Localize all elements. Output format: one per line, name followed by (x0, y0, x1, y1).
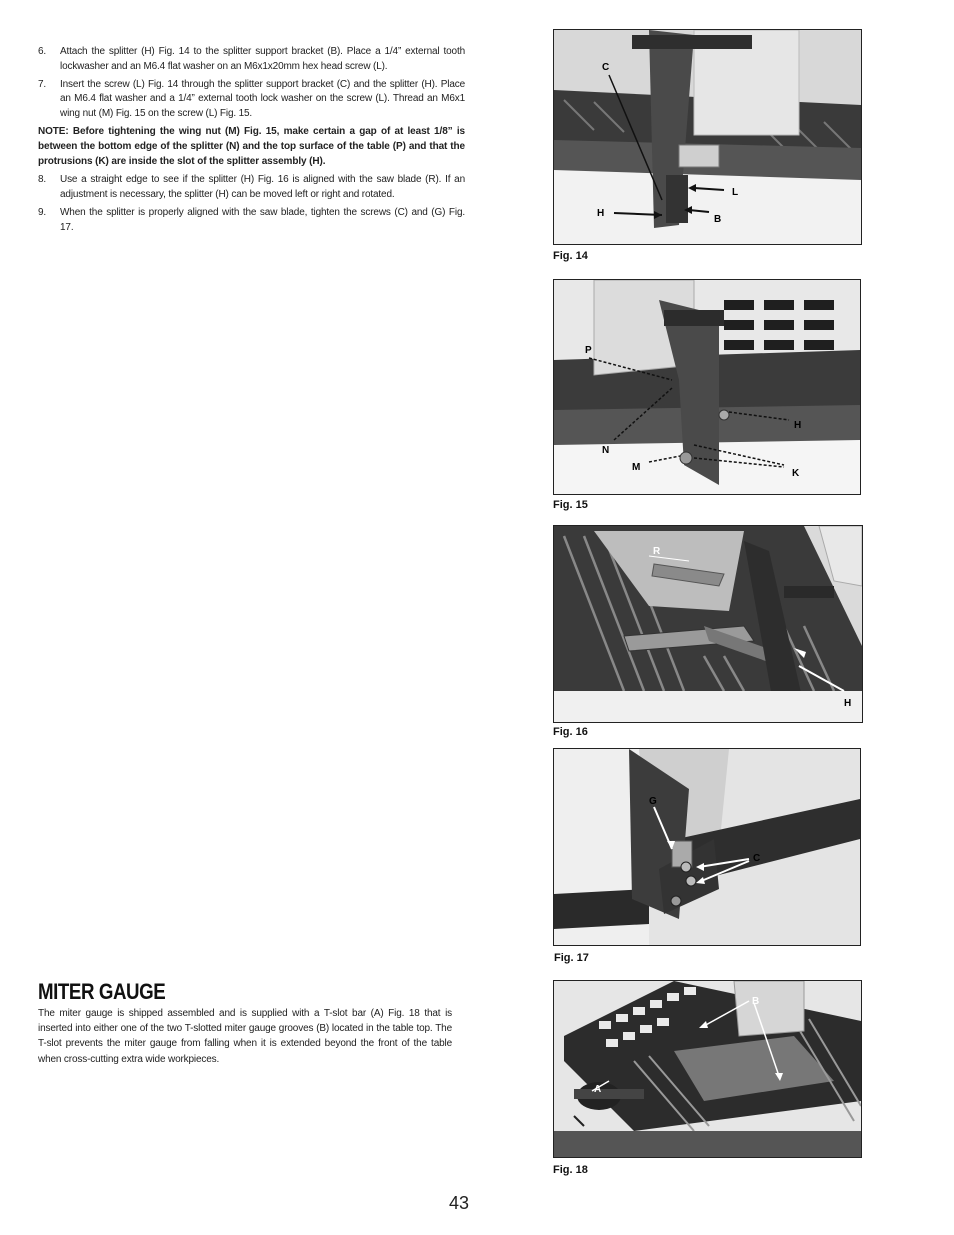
splitter-gap-illustration (554, 280, 860, 494)
label-b: B (714, 214, 722, 225)
tighten-screws-illustration (554, 749, 860, 945)
figure-14-photo (553, 29, 862, 245)
blade-alignment-illustration (554, 526, 862, 722)
label-c: C (602, 62, 610, 73)
miter-gauge-heading: MITER GAUGE (38, 979, 166, 1004)
label-c: C (753, 853, 761, 864)
label-h: H (597, 208, 605, 219)
label-p: P (585, 345, 592, 356)
step-text: Use a straight edge to see if the splitter (H) Fig. 16 is aligned with the saw blade (R). If an adjustment is necessary, the splitter (H) can be moved left or right and rotated. (60, 174, 465, 201)
label-h: H (844, 698, 852, 709)
figure-16-photo (553, 525, 863, 723)
miter-gauge-paragraph: The miter gauge is shipped assembled and is supplied with a T-slot bar (A) Fig. 18 that is inserted into either one of the two T-slotted miter gauge grooves (B) located in the table top. The T-slot prevents the miter gauge from falling when it is extended beyond the front of the table when cross-cutting extra wide workpieces. (38, 1008, 452, 1065)
step-text: Insert the screw (L) Fig. 14 through the splitter support bracket (C) and the splitter (H). Place an M6.4 flat washer and a 1/4” external tooth lock washer on the screw (L). Thread an M6x1 wing nut (M) Fig. 15 on the screw (L) Fig. 15. (60, 78, 465, 120)
label-r: R (653, 546, 661, 557)
splitter-bracket-illustration (554, 30, 861, 244)
step-number: 7. (38, 78, 47, 90)
figure-18-caption: Fig. 18 (553, 1164, 588, 1176)
figure-16-caption: Fig. 16 (553, 726, 588, 738)
label-g: G (649, 796, 657, 807)
label-k: K (792, 468, 800, 479)
wing-nut-note: NOTE: Before tightening the wing nut (M) Fig. 15, make certain a gap of at least 1/8” is between the bottom edge of the splitter (N) and the top surface of the table (P) and that the protrusions (K) are inside the slot of the splitter assembly (H). (38, 125, 465, 167)
label-l: L (732, 187, 739, 198)
label-a: A (594, 1084, 602, 1095)
label-b: B (752, 996, 760, 1007)
step-6 (38, 45, 465, 75)
figure-18-photo (553, 980, 862, 1158)
step-number: 6. (38, 46, 47, 57)
label-m: M (632, 462, 641, 473)
miter-gauge-illustration (554, 981, 861, 1157)
step-text: Attach the splitter (H) Fig. 14 to the splitter support bracket (B). Place a 1/4” external tooth lockwasher and an M6.4 flat washer on an M6x1x20mm hex head screw (L). (60, 46, 465, 72)
label-n: N (602, 445, 610, 456)
figure-14-caption: Fig. 14 (553, 250, 588, 262)
page-number: 43 (449, 1193, 470, 1213)
figure-17-photo (553, 748, 861, 946)
step-text: When the splitter is properly aligned with the saw blade, tighten the screws (C) and (G) Fig. 17. (60, 206, 465, 233)
figure-15-caption: Fig. 15 (553, 499, 588, 511)
instructions-column (38, 45, 465, 239)
step-7 (38, 78, 465, 122)
step-number: 9. (38, 206, 47, 218)
step-9 (38, 206, 465, 236)
figure-15-photo (553, 279, 861, 495)
figure-17-caption: Fig. 17 (554, 952, 589, 964)
step-number: 8. (38, 174, 47, 186)
step-8 (38, 173, 465, 203)
label-h: H (794, 420, 802, 431)
